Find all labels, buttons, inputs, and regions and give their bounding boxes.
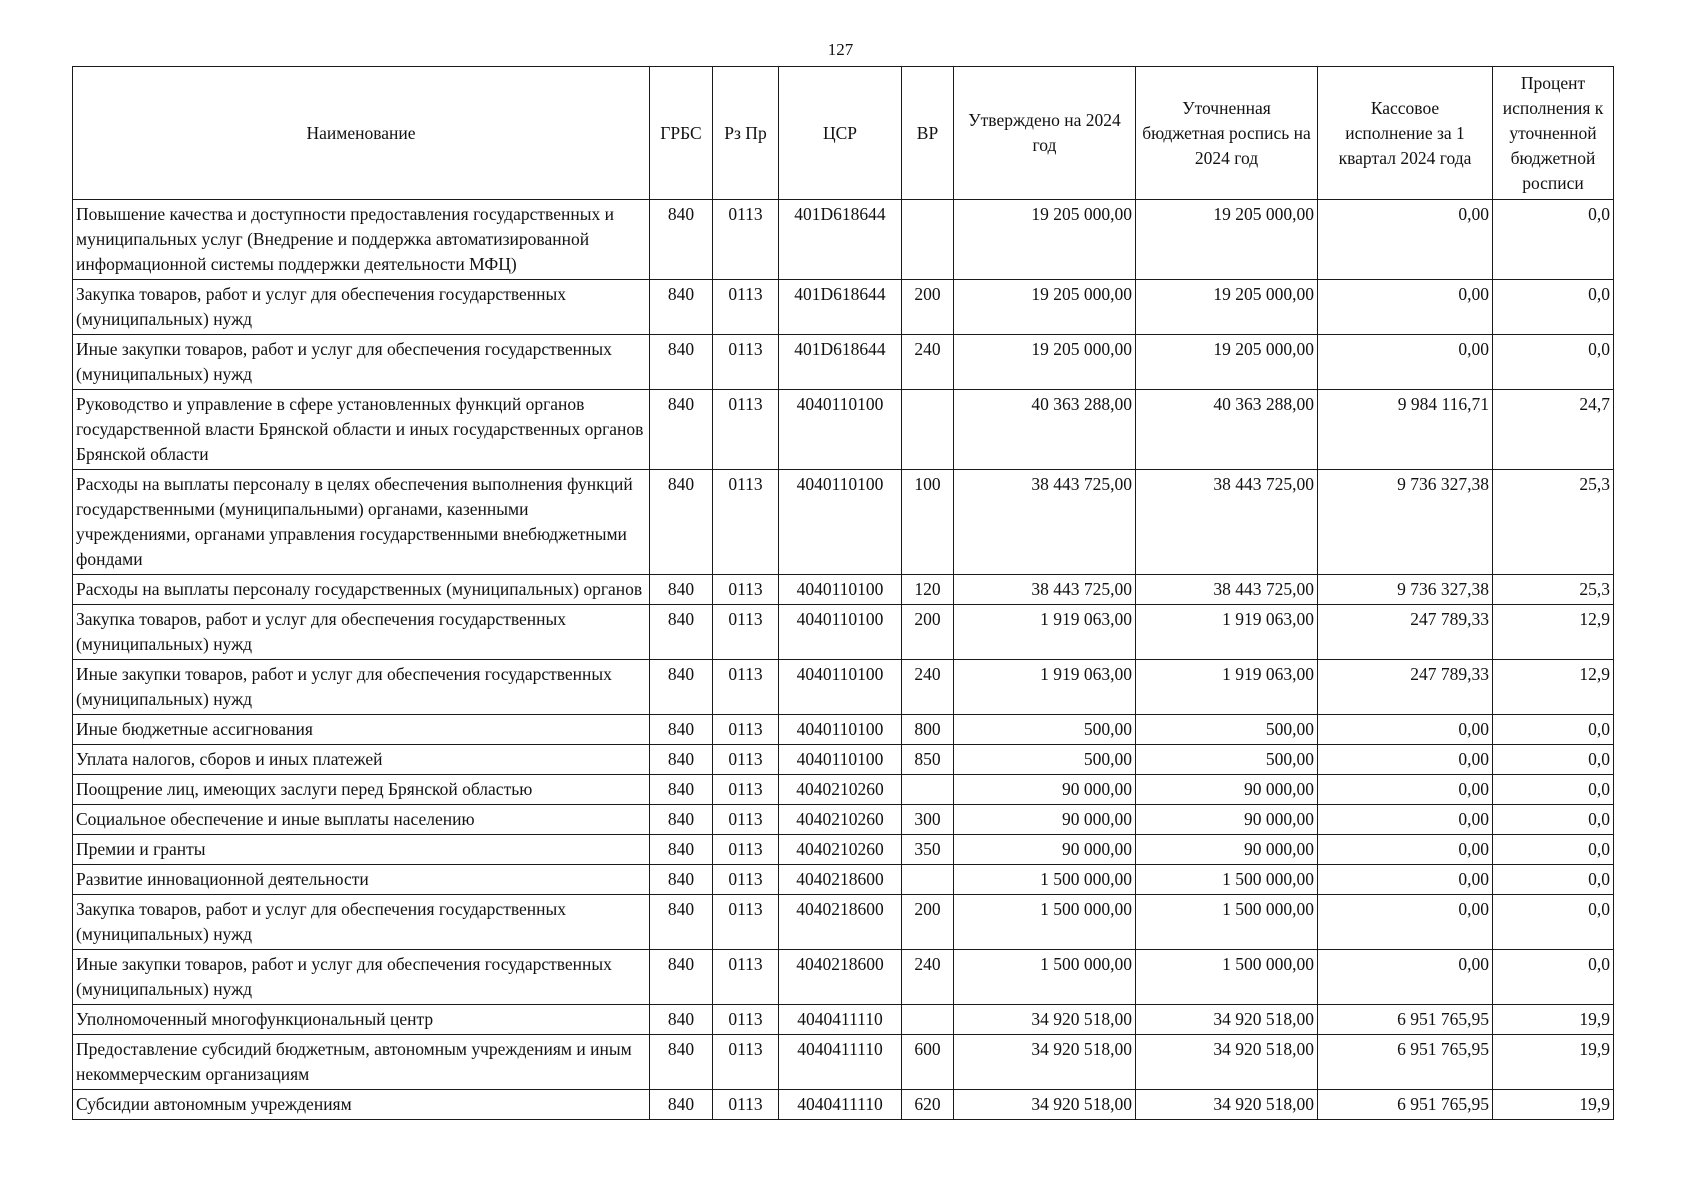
header-vr: ВР [902,67,954,200]
row-percent: 0,0 [1493,775,1614,805]
row-name: Развитие инновационной деятельности [73,865,650,895]
row-approved: 38 443 725,00 [954,470,1136,575]
row-vr: 600 [902,1035,954,1090]
table-row [73,775,1614,805]
row-rzpr: 0113 [713,715,779,745]
row-vr: 850 [902,745,954,775]
row-vr [902,1005,954,1035]
row-grbs: 840 [650,1035,713,1090]
row-grbs: 840 [650,745,713,775]
table-row [73,390,1614,470]
row-name: Руководство и управление в сфере установленных функций органов государственной власти Брянской области и иных государственных органов Брянской области [73,390,650,470]
row-approved: 1 919 063,00 [954,660,1136,715]
row-refined: 90 000,00 [1136,835,1318,865]
table-row [73,895,1614,950]
row-grbs: 840 [650,950,713,1005]
table-row [73,805,1614,835]
row-refined: 19 205 000,00 [1136,280,1318,335]
row-vr: 300 [902,805,954,835]
row-name: Иные бюджетные ассигнования [73,715,650,745]
header-percent: Процент исполнения к уточненной бюджетной росписи [1493,67,1614,200]
row-cash: 9 984 116,71 [1318,390,1493,470]
row-grbs: 840 [650,470,713,575]
row-cash: 247 789,33 [1318,660,1493,715]
table-row [73,335,1614,390]
row-vr [902,390,954,470]
row-percent: 0,0 [1493,200,1614,280]
row-cash: 0,00 [1318,775,1493,805]
row-refined: 34 920 518,00 [1136,1090,1318,1120]
row-vr: 200 [902,895,954,950]
row-cash: 0,00 [1318,200,1493,280]
row-cash: 9 736 327,38 [1318,575,1493,605]
row-grbs: 840 [650,575,713,605]
row-percent: 25,3 [1493,575,1614,605]
row-percent: 0,0 [1493,835,1614,865]
row-refined: 500,00 [1136,745,1318,775]
row-vr: 240 [902,660,954,715]
row-vr: 200 [902,605,954,660]
row-csr: 4040110100 [779,605,902,660]
row-approved: 500,00 [954,715,1136,745]
row-refined: 1 919 063,00 [1136,605,1318,660]
row-grbs: 840 [650,335,713,390]
row-vr: 120 [902,575,954,605]
header-csr: ЦСР [779,67,902,200]
row-name: Иные закупки товаров, работ и услуг для обеспечения государственных (муниципальных) нужд [73,660,650,715]
row-cash: 6 951 765,95 [1318,1090,1493,1120]
header-rzpr: Рз Пр [713,67,779,200]
row-csr: 4040110100 [779,390,902,470]
row-vr: 240 [902,950,954,1005]
row-approved: 1 919 063,00 [954,605,1136,660]
row-refined: 19 205 000,00 [1136,200,1318,280]
row-approved: 500,00 [954,745,1136,775]
row-name: Поощрение лиц, имеющих заслуги перед Брянской областью [73,775,650,805]
row-percent: 19,9 [1493,1035,1614,1090]
row-name: Иные закупки товаров, работ и услуг для обеспечения государственных (муниципальных) нужд [73,950,650,1005]
row-cash: 6 951 765,95 [1318,1005,1493,1035]
row-approved: 34 920 518,00 [954,1090,1136,1120]
row-rzpr: 0113 [713,895,779,950]
row-name: Иные закупки товаров, работ и услуг для обеспечения государственных (муниципальных) нужд [73,335,650,390]
row-cash: 0,00 [1318,335,1493,390]
row-approved: 40 363 288,00 [954,390,1136,470]
row-name: Закупка товаров, работ и услуг для обеспечения государственных (муниципальных) нужд [73,895,650,950]
row-csr: 4040110100 [779,715,902,745]
row-percent: 0,0 [1493,715,1614,745]
table-row [73,835,1614,865]
row-refined: 90 000,00 [1136,805,1318,835]
table-row [73,575,1614,605]
row-rzpr: 0113 [713,605,779,660]
row-csr: 4040110100 [779,575,902,605]
row-rzpr: 0113 [713,775,779,805]
table-row [73,1035,1614,1090]
row-grbs: 840 [650,605,713,660]
row-cash: 0,00 [1318,895,1493,950]
row-rzpr: 0113 [713,745,779,775]
row-rzpr: 0113 [713,1090,779,1120]
row-csr: 4040210260 [779,775,902,805]
row-vr: 200 [902,280,954,335]
row-name: Расходы на выплаты персоналу в целях обеспечения выполнения функций государственными (муниципальными) органами, казенными учреждениями, органами управления государственными внебюджетными фондами [73,470,650,575]
row-approved: 34 920 518,00 [954,1035,1136,1090]
row-grbs: 840 [650,390,713,470]
header-refined: Уточненная бюджетная роспись на 2024 год [1136,67,1318,200]
table-row [73,280,1614,335]
row-cash: 0,00 [1318,280,1493,335]
row-vr: 620 [902,1090,954,1120]
row-approved: 19 205 000,00 [954,335,1136,390]
row-refined: 500,00 [1136,715,1318,745]
budget-table [72,66,1614,1120]
table-row [73,1090,1614,1120]
row-cash: 247 789,33 [1318,605,1493,660]
table-row [73,470,1614,575]
row-approved: 90 000,00 [954,805,1136,835]
row-grbs: 840 [650,865,713,895]
row-refined: 34 920 518,00 [1136,1005,1318,1035]
row-approved: 38 443 725,00 [954,575,1136,605]
row-refined: 1 500 000,00 [1136,865,1318,895]
table-row [73,1005,1614,1035]
row-vr: 800 [902,715,954,745]
header-name: Наименование [73,67,650,200]
row-csr: 401D618644 [779,335,902,390]
row-refined: 40 363 288,00 [1136,390,1318,470]
table-row [73,950,1614,1005]
row-cash: 9 736 327,38 [1318,470,1493,575]
row-cash: 0,00 [1318,865,1493,895]
row-grbs: 840 [650,895,713,950]
row-csr: 4040218600 [779,895,902,950]
row-grbs: 840 [650,280,713,335]
row-csr: 4040411110 [779,1035,902,1090]
row-name: Предоставление субсидий бюджетным, автономным учреждениям и иным некоммерческим организациям [73,1035,650,1090]
row-refined: 1 919 063,00 [1136,660,1318,715]
row-cash: 0,00 [1318,950,1493,1005]
row-grbs: 840 [650,1090,713,1120]
row-rzpr: 0113 [713,390,779,470]
row-rzpr: 0113 [713,200,779,280]
row-rzpr: 0113 [713,335,779,390]
table-row [73,865,1614,895]
row-refined: 90 000,00 [1136,775,1318,805]
row-cash: 6 951 765,95 [1318,1035,1493,1090]
row-csr: 4040110100 [779,745,902,775]
row-refined: 1 500 000,00 [1136,950,1318,1005]
page-number: 127 [827,40,854,59]
row-approved: 1 500 000,00 [954,895,1136,950]
row-grbs: 840 [650,1005,713,1035]
row-name: Закупка товаров, работ и услуг для обеспечения государственных (муниципальных) нужд [73,280,650,335]
row-percent: 19,9 [1493,1005,1614,1035]
row-refined: 38 443 725,00 [1136,575,1318,605]
row-rzpr: 0113 [713,280,779,335]
row-name: Закупка товаров, работ и услуг для обеспечения государственных (муниципальных) нужд [73,605,650,660]
row-cash: 0,00 [1318,715,1493,745]
row-approved: 90 000,00 [954,775,1136,805]
row-name: Уполномоченный многофункциональный центр [73,1005,650,1035]
row-refined: 19 205 000,00 [1136,335,1318,390]
row-cash: 0,00 [1318,745,1493,775]
row-rzpr: 0113 [713,1005,779,1035]
row-grbs: 840 [650,805,713,835]
row-name: Премии и гранты [73,835,650,865]
table-row [73,745,1614,775]
row-csr: 4040210260 [779,835,902,865]
row-name: Повышение качества и доступности предоставления государственных и муниципальных услуг (Внедрение и поддержка автоматизированной информационной системы поддержки деятельности МФЦ) [73,200,650,280]
row-grbs: 840 [650,775,713,805]
row-grbs: 840 [650,660,713,715]
row-csr: 4040411110 [779,1005,902,1035]
row-rzpr: 0113 [713,950,779,1005]
row-vr [902,200,954,280]
row-csr: 4040218600 [779,950,902,1005]
table-row [73,605,1614,660]
row-cash: 0,00 [1318,835,1493,865]
row-grbs: 840 [650,835,713,865]
row-grbs: 840 [650,200,713,280]
row-vr: 100 [902,470,954,575]
row-rzpr: 0113 [713,470,779,575]
row-csr: 4040110100 [779,470,902,575]
row-percent: 0,0 [1493,745,1614,775]
header-grbs: ГРБС [650,67,713,200]
row-vr [902,775,954,805]
row-vr: 350 [902,835,954,865]
row-name: Субсидии автономным учреждениям [73,1090,650,1120]
row-approved: 19 205 000,00 [954,280,1136,335]
row-vr: 240 [902,335,954,390]
row-rzpr: 0113 [713,660,779,715]
row-rzpr: 0113 [713,835,779,865]
table-row [73,660,1614,715]
row-name: Расходы на выплаты персоналу государственных (муниципальных) органов [73,575,650,605]
row-percent: 0,0 [1493,805,1614,835]
table-row [73,715,1614,745]
row-percent: 0,0 [1493,865,1614,895]
row-csr: 4040218600 [779,865,902,895]
row-percent: 24,7 [1493,390,1614,470]
row-vr [902,865,954,895]
row-approved: 19 205 000,00 [954,200,1136,280]
row-approved: 34 920 518,00 [954,1005,1136,1035]
row-rzpr: 0113 [713,805,779,835]
row-percent: 12,9 [1493,605,1614,660]
row-percent: 0,0 [1493,950,1614,1005]
row-percent: 0,0 [1493,280,1614,335]
row-rzpr: 0113 [713,1035,779,1090]
row-refined: 34 920 518,00 [1136,1035,1318,1090]
row-percent: 0,0 [1493,895,1614,950]
row-rzpr: 0113 [713,865,779,895]
row-csr: 4040411110 [779,1090,902,1120]
row-grbs: 840 [650,715,713,745]
row-csr: 401D618644 [779,200,902,280]
table-row [73,200,1614,280]
row-name: Уплата налогов, сборов и иных платежей [73,745,650,775]
header-cash: Кассовое исполнение за 1 квартал 2024 года [1318,67,1493,200]
row-csr: 4040210260 [779,805,902,835]
row-percent: 25,3 [1493,470,1614,575]
row-approved: 1 500 000,00 [954,950,1136,1005]
row-name: Социальное обеспечение и иные выплаты населению [73,805,650,835]
row-csr: 4040110100 [779,660,902,715]
row-percent: 19,9 [1493,1090,1614,1120]
header-approved: Утверждено на 2024 год [954,67,1136,200]
header-row [73,67,1614,200]
row-rzpr: 0113 [713,575,779,605]
row-refined: 38 443 725,00 [1136,470,1318,575]
row-csr: 401D618644 [779,280,902,335]
row-approved: 1 500 000,00 [954,865,1136,895]
row-approved: 90 000,00 [954,835,1136,865]
row-cash: 0,00 [1318,805,1493,835]
row-refined: 1 500 000,00 [1136,895,1318,950]
row-percent: 0,0 [1493,335,1614,390]
row-percent: 12,9 [1493,660,1614,715]
